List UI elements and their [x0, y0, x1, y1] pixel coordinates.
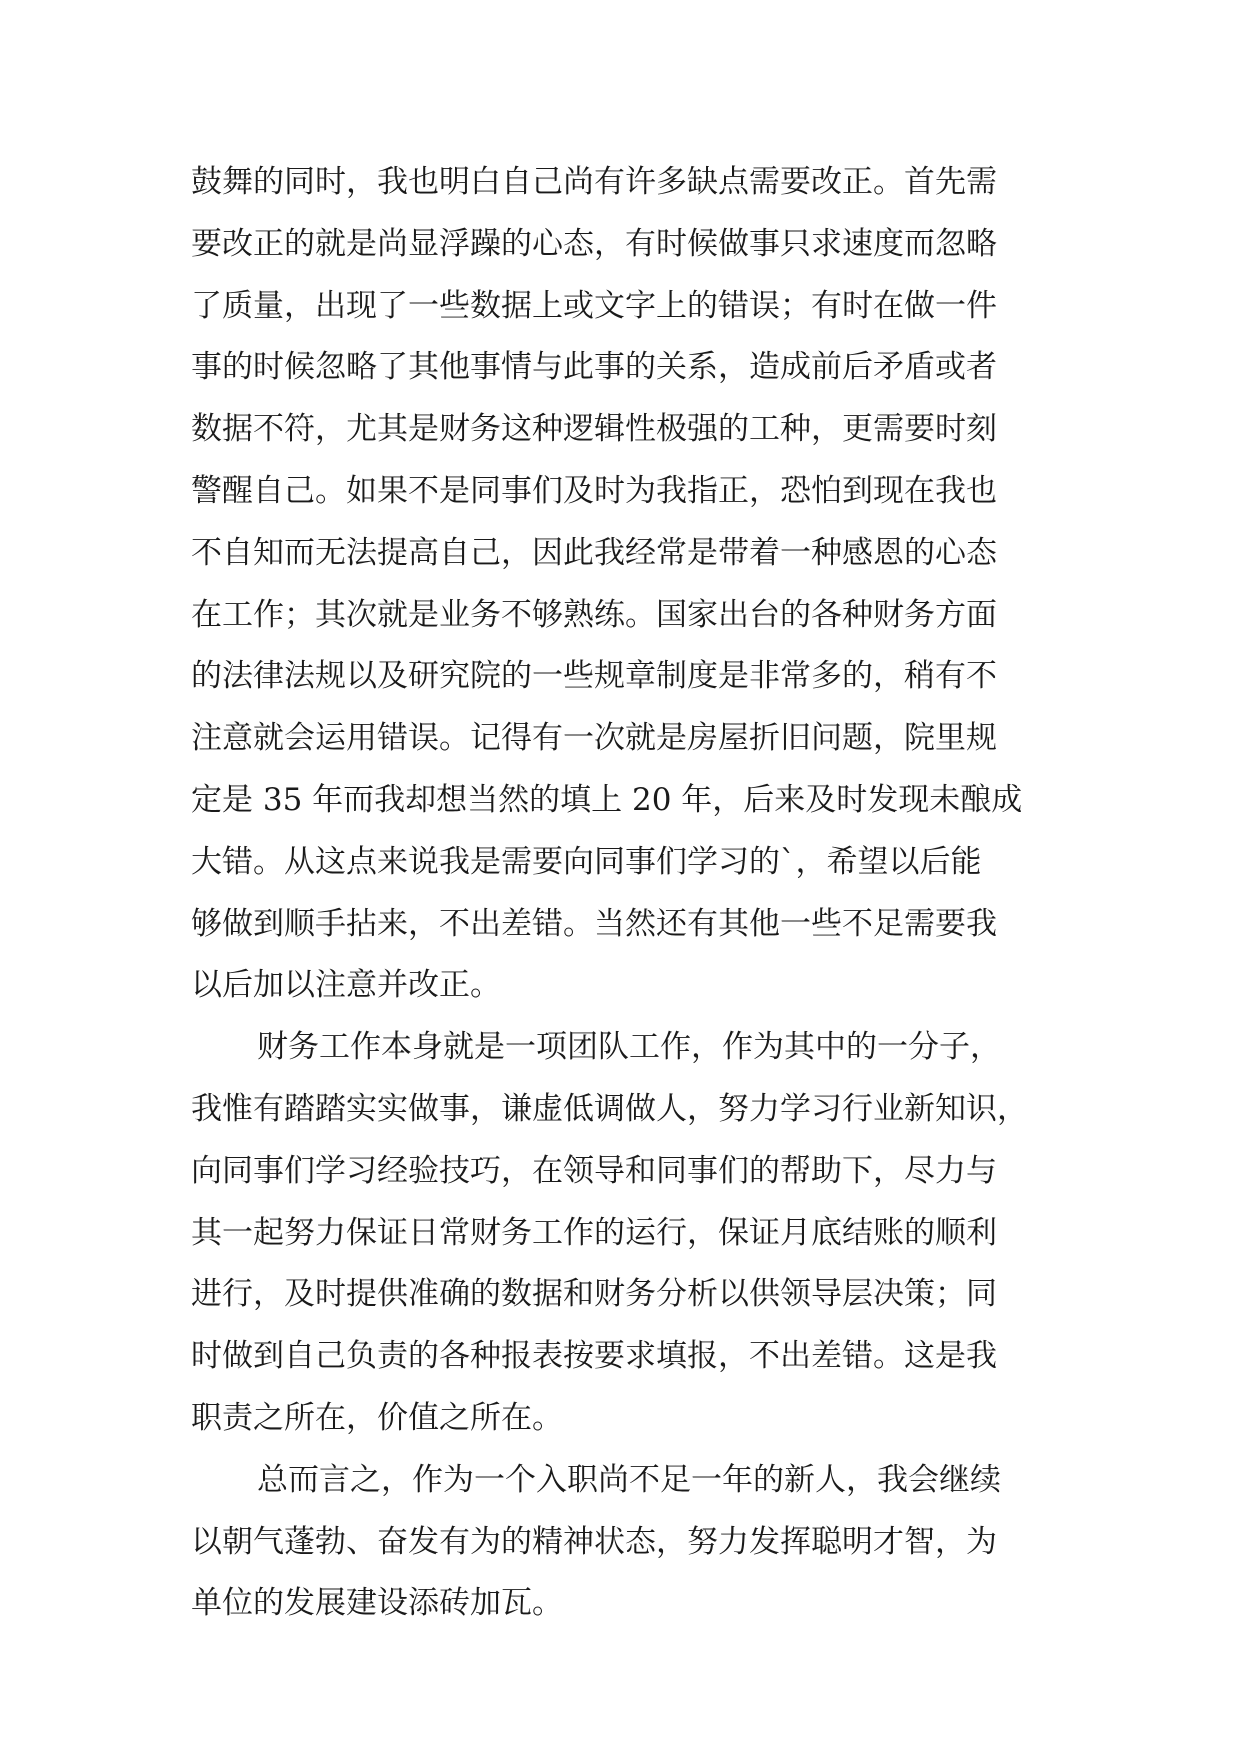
text-line: 总而言之，作为一个入职尚不足一年的新人，我会继续 [257, 1461, 1001, 1498]
text-line: 要改正的就是尚显浮躁的心态，有时候做事只求速度而忽略 [191, 225, 997, 262]
text-line: 了质量，出现了一些数据上或文字上的错误；有时在做一件 [191, 287, 997, 324]
text-line: 数据不符，尤其是财务这种逻辑性极强的工种，更需要时刻 [191, 411, 997, 448]
paragraph-1 [191, 152, 1061, 1017]
text-line: 以后加以注意并改正。 [191, 967, 501, 1004]
text-line: 够做到顺手拈来，不出差错。当然还有其他一些不足需要我 [191, 905, 997, 942]
document-body [191, 152, 1061, 1635]
text-line: 我惟有踏踏实实做事，谦虚低调做人，努力学习行业新知识， [191, 1090, 1028, 1127]
text-line: 财务工作本身就是一项团队工作，作为其中的一分子， [257, 1029, 1001, 1066]
text-line: 大错。从这点来说我是需要向同事们学习的`，希望以后能 [191, 843, 982, 880]
text-line: 以朝气蓬勃、奋发有为的精神状态，努力发挥聪明才智，为 [191, 1523, 997, 1560]
text-line: 时做到自己负责的各种报表按要求填报，不出差错。这是我 [191, 1338, 997, 1375]
text-line: 注意就会运用错误。记得有一次就是房屋折旧问题，院里规 [191, 720, 997, 757]
text-line: 其一起努力保证日常财务工作的运行，保证月底结账的顺利 [191, 1214, 997, 1251]
text-line: 单位的发展建设添砖加瓦。 [191, 1585, 563, 1622]
text-line: 不自知而无法提高自己，因此我经常是带着一种感恩的心态 [191, 534, 997, 571]
text-line: 定是 35 年而我却想当然的填上 20 年，后来及时发现未酿成 [191, 781, 1023, 818]
text-line: 在工作；其次就是业务不够熟练。国家出台的各种财务方面 [191, 596, 997, 633]
text-line: 职责之所在，价值之所在。 [191, 1399, 563, 1436]
text-line: 鼓舞的同时，我也明白自己尚有许多缺点需要改正。首先需 [191, 164, 997, 200]
text-line: 的法律法规以及研究院的一些规章制度是非常多的，稍有不 [191, 658, 997, 695]
paragraph-3 [191, 1450, 1061, 1635]
text-line: 进行，及时提供准确的数据和财务分析以供领导层决策；同 [191, 1276, 997, 1313]
text-line: 警醒自己。如果不是同事们及时为我指正，恐怕到现在我也 [191, 472, 997, 509]
paragraph-2 [191, 1017, 1061, 1450]
text-line: 事的时候忽略了其他事情与此事的关系，造成前后矛盾或者 [191, 349, 997, 386]
text-line: 向同事们学习经验技巧，在领导和同事们的帮助下，尽力与 [191, 1152, 997, 1189]
